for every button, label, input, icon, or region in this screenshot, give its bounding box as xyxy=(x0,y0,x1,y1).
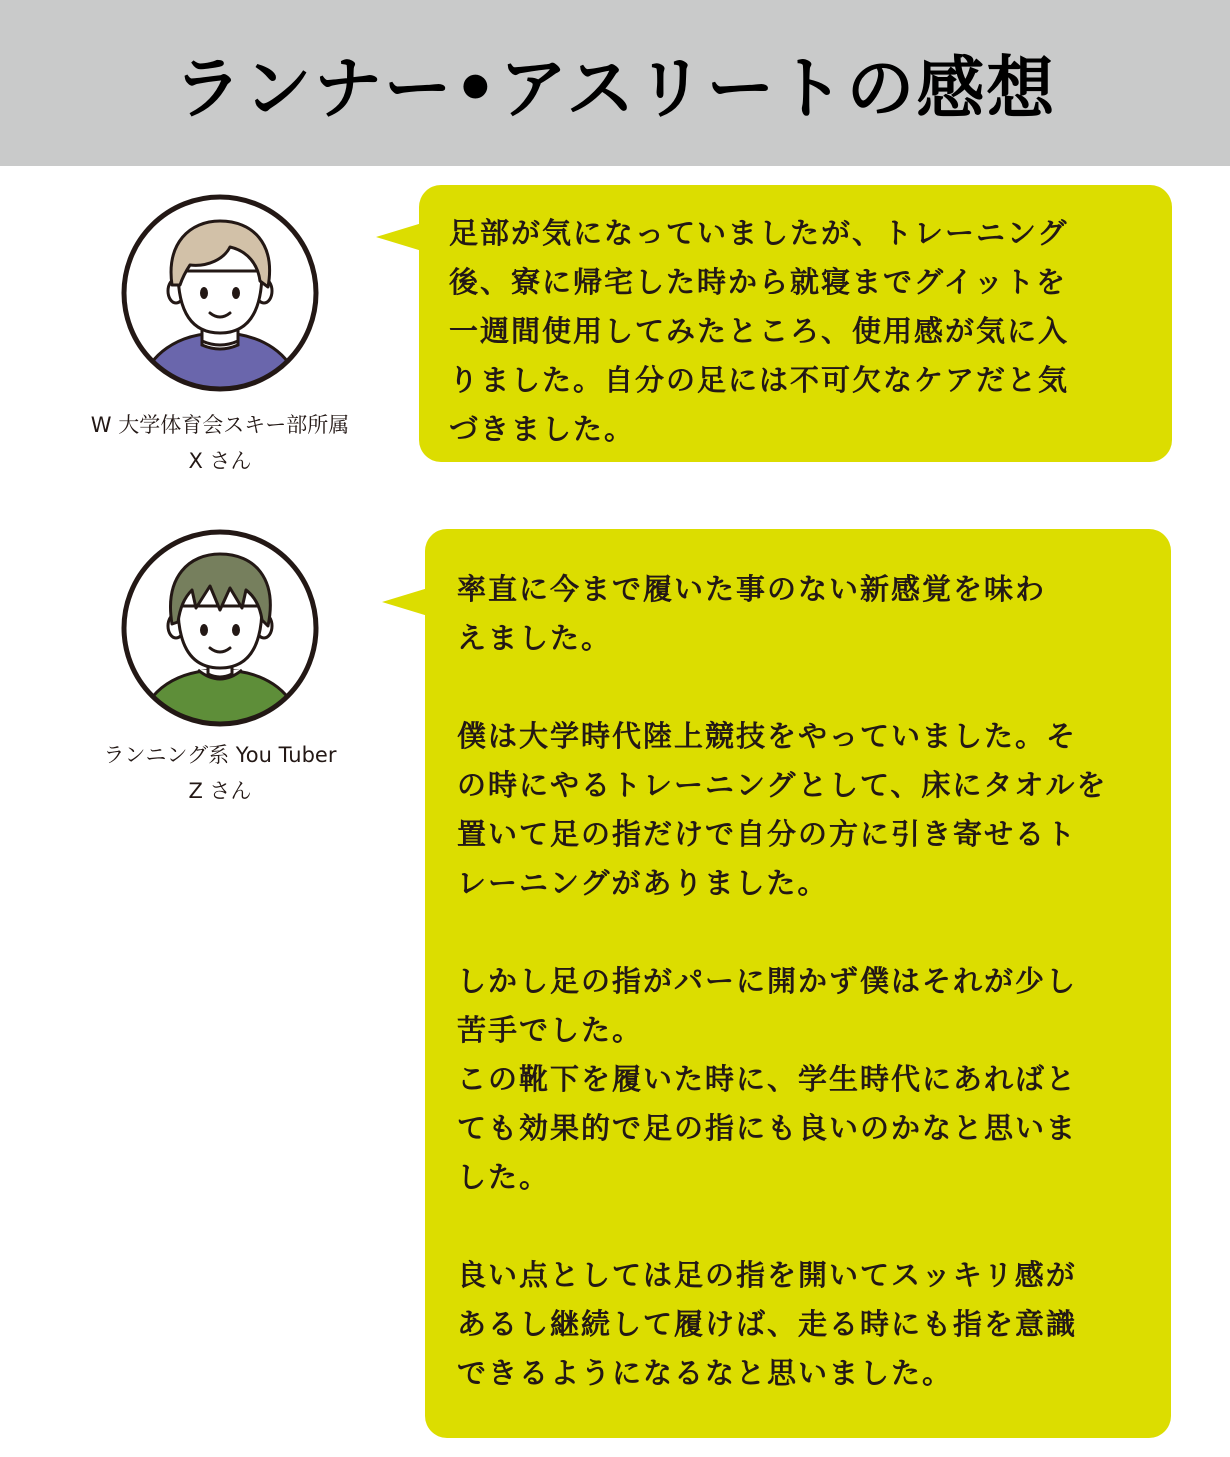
text-line: 良い点としては足の指を開いてスッキリ感が xyxy=(457,1258,1077,1292)
text-line: できるようになるなと思いました。 xyxy=(457,1356,954,1390)
text-line: 一週間使用してみたところ、使用感が気に入 xyxy=(449,314,1070,348)
person-label xyxy=(50,737,390,809)
text-line: 置いて足の指だけで自分の方に引き寄せるト xyxy=(457,817,1078,851)
text-line: ても効果的で足の指にも良いのかなと思いま xyxy=(457,1111,1078,1145)
page-title: ランナー•アスリートの感想 xyxy=(173,49,1057,129)
page-header xyxy=(0,0,1230,166)
speech-bubble xyxy=(419,185,1172,462)
text-line: の時にやるトレーニングとして、床にタオルを xyxy=(457,768,1108,802)
paragraph-gap xyxy=(457,663,1145,712)
text-line: りました。自分の足には不可欠なケアだと気 xyxy=(449,363,1070,397)
text-line: 後、寮に帰宅した時から就寝までグイットを xyxy=(449,265,1067,299)
paragraph-gap xyxy=(457,908,1145,957)
person-affiliation: ランニング系 You Tuber xyxy=(103,743,337,767)
text-line: 苦手でした。 xyxy=(457,1013,644,1047)
paragraph-gap xyxy=(457,1202,1145,1251)
text-line: えました。 xyxy=(457,621,613,655)
text-line: 足部が気になっていましたが、トレーニング xyxy=(449,216,1069,250)
person-name: X さん xyxy=(188,449,252,473)
text-line: しかし足の指がパーに開かず僕はそれが少し xyxy=(457,964,1078,998)
avatar-person-x xyxy=(120,193,320,393)
text-line: 率直に今まで履いた事のない新感覚を味わ xyxy=(457,572,1047,606)
testimonial-text xyxy=(457,565,1145,1398)
person-illustration-icon xyxy=(120,193,320,393)
text-line: あるし継続して履けば、走る時にも指を意識 xyxy=(457,1307,1078,1341)
speech-bubble xyxy=(425,529,1171,1438)
speech-bubble-tail xyxy=(376,223,422,251)
text-line: この靴下を履いた時に、学生時代にあればと xyxy=(457,1062,1078,1096)
testimonial-text xyxy=(449,209,1144,454)
text-line: した。 xyxy=(457,1160,551,1194)
speech-bubble-tail xyxy=(382,588,428,616)
avatar-person-z xyxy=(120,528,320,728)
person-illustration-icon xyxy=(120,528,320,728)
person-label xyxy=(50,407,390,479)
text-line: 僕は大学時代陸上競技をやっていました。そ xyxy=(457,719,1078,753)
text-line: づきました。 xyxy=(449,412,636,446)
person-name: Z さん xyxy=(188,779,252,803)
text-line: レーニングがありました。 xyxy=(457,866,829,900)
person-affiliation: W 大学体育会スキー部所属 xyxy=(90,413,350,437)
